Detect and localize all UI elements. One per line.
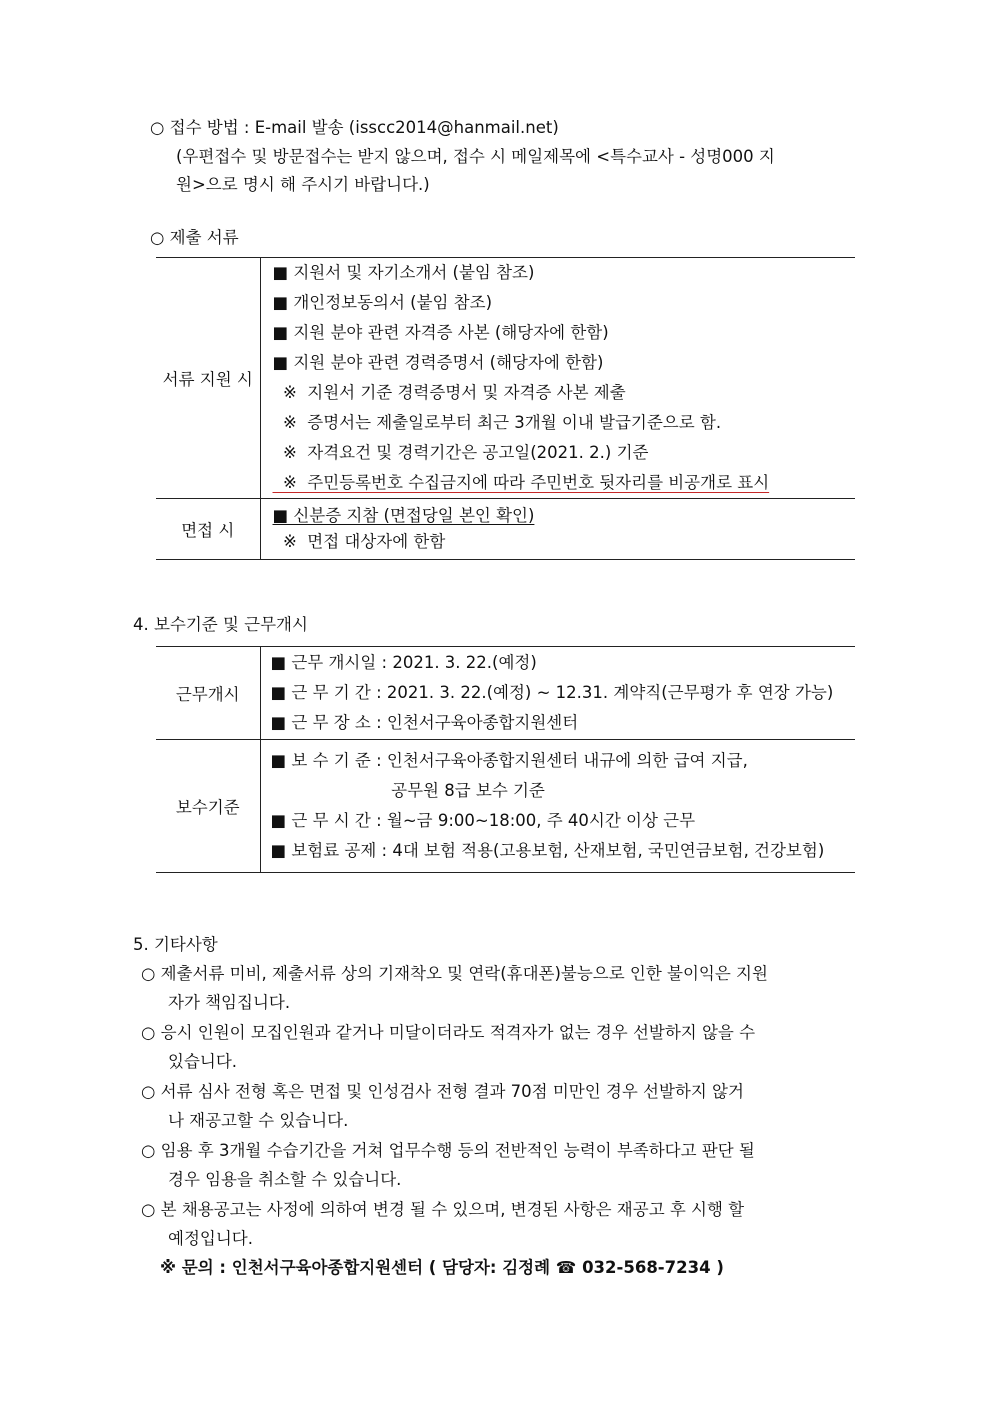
documents-row-paper xyxy=(156,258,855,499)
submission-note-line2: 원>으로 명시 해 주시기 바랍니다.) xyxy=(176,175,430,194)
notice-item-line1: ○ 서류 심사 전형 혹은 면접 및 인성검사 전형 결과 70점 미만인 경우 선발하지 않거 xyxy=(141,1082,744,1101)
documents-row-interview xyxy=(156,499,855,560)
documents-item: ■ 지원 분야 관련 경력증명서 (해당자에 한함) xyxy=(272,353,604,372)
notice-item-line1: ○ 본 채용공고는 사정에 의하여 변경 될 수 있으며, 변경된 사항은 재공고 후 시행 할 xyxy=(141,1200,745,1219)
notice-item-line1: ○ 임용 후 3개월 수습기간을 거쳐 업무수행 등의 전반적인 능력이 부족하다고 판단 될 xyxy=(141,1141,755,1160)
pay-item: ■ 보 수 기 준 : 인천서구육아종합지원센터 내규에 의한 급여 지급, xyxy=(270,751,748,770)
contact-info: ※ 문의 : 인천서구육아종합지원센터 ( 담당자: 김정례 ☎ 032-568-7234 ) xyxy=(160,1258,724,1277)
pay-row-label: 보수기준 xyxy=(156,740,260,873)
pay-item: ■ 근무 개시일 : 2021. 3. 22.(예정) xyxy=(270,653,537,672)
notice-item-line2: 자가 책임집니다. xyxy=(168,993,291,1012)
documents-row-label: 서류 지원 시 xyxy=(156,258,260,499)
pay-row-start xyxy=(156,647,855,740)
documents-table xyxy=(156,257,855,560)
section5-heading: 5. 기타사항 xyxy=(133,935,218,954)
pay-row-salary xyxy=(156,740,855,873)
pay-item: ■ 근 무 기 간 : 2021. 3. 22.(예정) ~ 12.31. 계약직(근무평가 후 연장 가능) xyxy=(270,683,834,702)
documents-item: ■ 지원 분야 관련 자격증 사본 (해당자에 한함) xyxy=(272,323,609,342)
notice-item-line2: 있습니다. xyxy=(168,1052,238,1071)
documents-note: ※ 자격요건 및 경력기간은 공고일(2021. 2.) 기준 xyxy=(272,443,649,462)
documents-note: ※ 지원서 기준 경력증명서 및 자격증 사본 제출 xyxy=(272,383,626,402)
documents-note: ※ 면접 대상자에 한함 xyxy=(272,532,446,551)
pay-item: ■ 보험료 공제 : 4대 보험 적용(고용보험, 산재보험, 국민연금보험, 건강보험) xyxy=(270,841,825,860)
documents-note: ※ 증명서는 제출일로부터 최근 3개월 이내 발급기준으로 함. xyxy=(272,413,722,432)
pay-row-label: 근무개시 xyxy=(156,647,260,740)
documents-note-underlined: ※ 주민등록번호 수집금지에 따라 주민번호 뒷자리를 비공개로 표시 xyxy=(272,473,770,492)
section4-heading: 4. 보수기준 및 근무개시 xyxy=(133,615,308,634)
pay-table xyxy=(156,646,855,873)
documents-item: ■ 신분증 지참 (면접당일 본인 확인) xyxy=(272,506,535,525)
submission-note-line1: (우편접수 및 방문접수는 받지 않으며, 접수 시 메일제목에 <특수교사 - 성명000 지 xyxy=(176,147,775,166)
notice-item-line2: 나 재공고할 수 있습니다. xyxy=(168,1111,349,1130)
documents-item: ■ 지원서 및 자기소개서 (붙임 참조) xyxy=(272,263,535,282)
documents-row-label: 면접 시 xyxy=(156,499,260,560)
notice-item-line2: 예정입니다. xyxy=(168,1229,253,1248)
notice-item-line2: 경우 임용을 취소할 수 있습니다. xyxy=(168,1170,402,1189)
pay-item: ■ 근 무 장 소 : 인천서구육아종합지원센터 xyxy=(270,713,579,732)
documents-heading: ○ 제출 서류 xyxy=(150,228,239,247)
submission-method: ○ 접수 방법 : E-mail 발송 (isscc2014@hanmail.net) xyxy=(150,118,559,137)
notice-item-line1: ○ 제출서류 미비, 제출서류 상의 기재착오 및 연락(휴대폰)불능으로 인한 불이익은 지원 xyxy=(141,964,768,983)
documents-item: ■ 개인정보동의서 (붙임 참조) xyxy=(272,293,493,312)
pay-item-continued: 공무원 8급 보수 기준 xyxy=(270,781,545,800)
notice-item-line1: ○ 응시 인원이 모집인원과 같거나 미달이더라도 적격자가 없는 경우 선발하지 않을 수 xyxy=(141,1023,756,1042)
pay-item: ■ 근 무 시 간 : 월~금 9:00~18:00, 주 40시간 이상 근무 xyxy=(270,811,696,830)
